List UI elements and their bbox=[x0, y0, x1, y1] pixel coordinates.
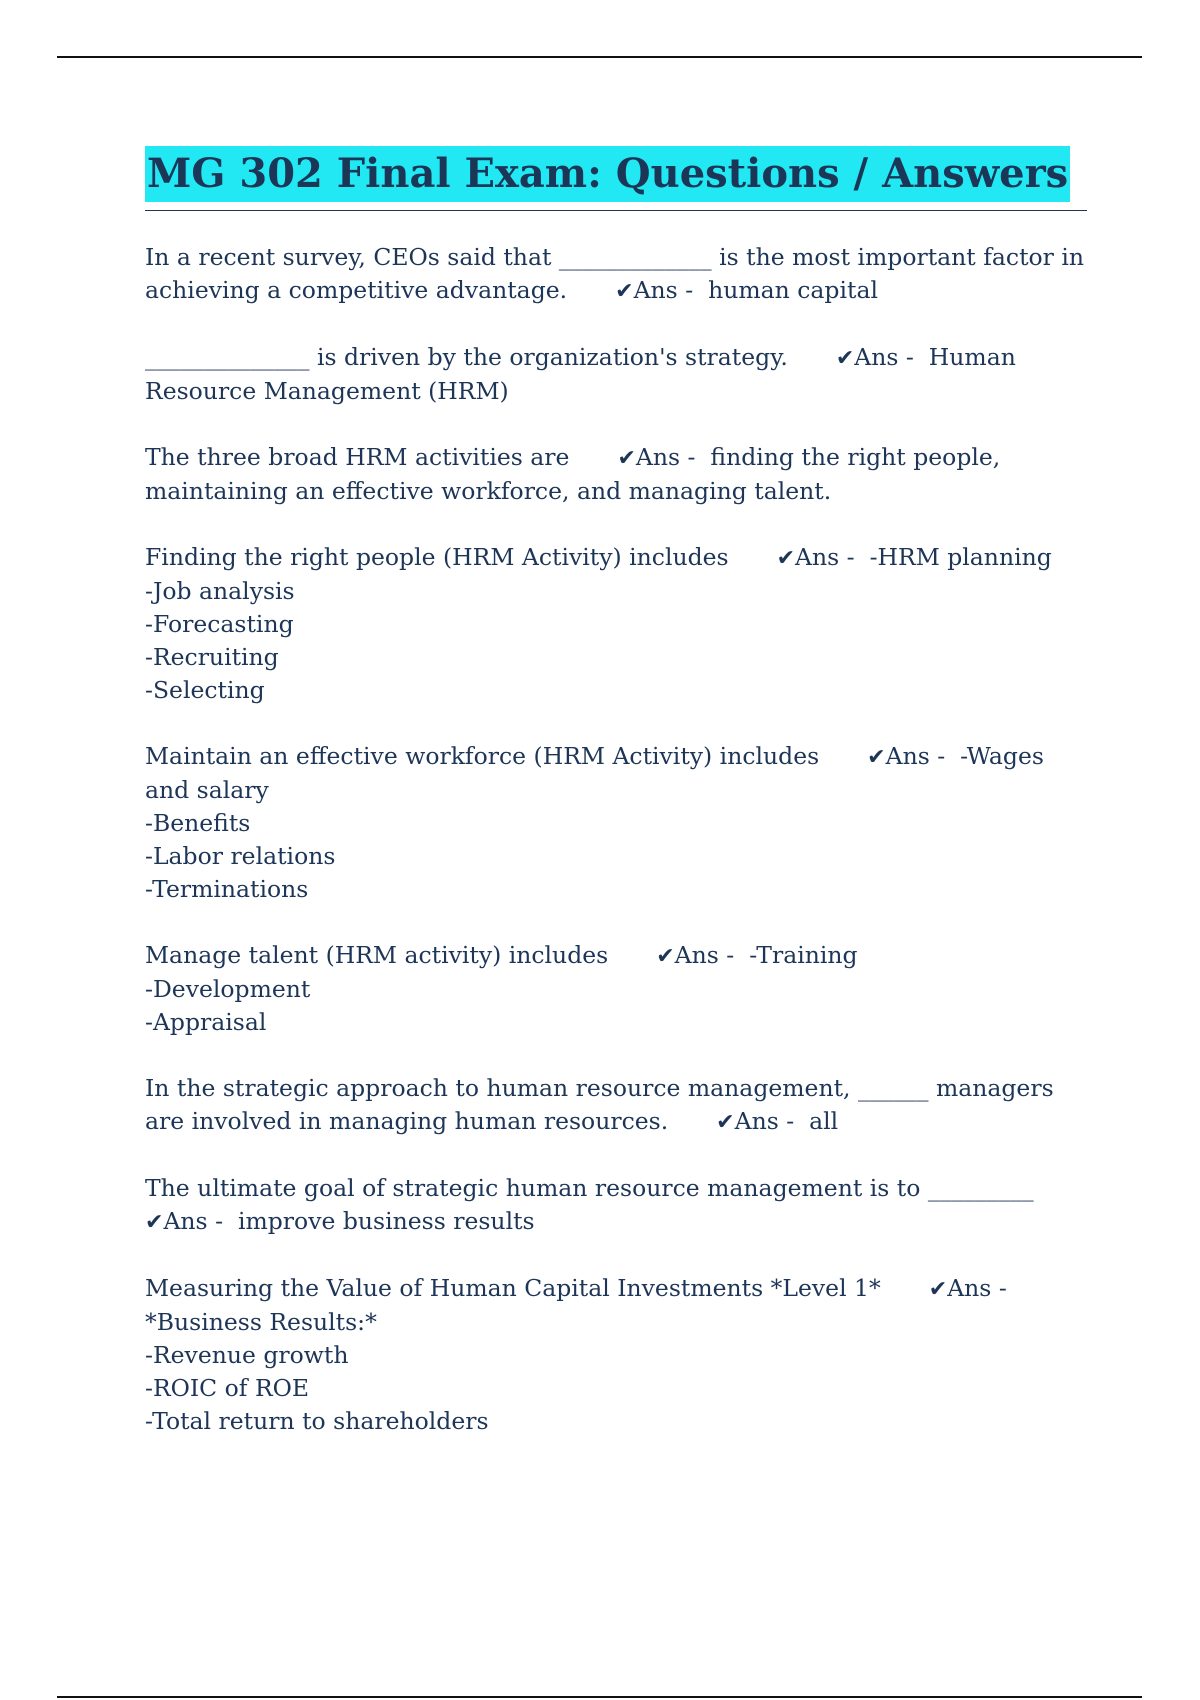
qa-item bbox=[145, 1072, 1090, 1139]
check-icon: ✔ bbox=[656, 944, 675, 969]
title-block bbox=[145, 146, 1087, 211]
answer-text: human capital bbox=[708, 276, 878, 304]
answer-label: Ans - bbox=[635, 443, 696, 471]
question-text: Maintain an effective workforce (HRM Activity) includes bbox=[145, 742, 820, 770]
answer-label: Ans - bbox=[674, 941, 735, 969]
bottom-rule bbox=[57, 1696, 1142, 1698]
qa-item bbox=[145, 740, 1090, 906]
check-icon: ✔ bbox=[776, 546, 796, 571]
question-text: Finding the right people (HRM Activity) includes bbox=[145, 543, 729, 571]
answer-text: Human Resource Management (HRM) bbox=[145, 343, 1024, 405]
document-title: MG 302 Final Exam: Questions / Answers bbox=[145, 146, 1070, 202]
document-body bbox=[145, 146, 1090, 1471]
check-icon: ✔ bbox=[617, 446, 636, 471]
qa-item bbox=[145, 939, 1090, 1039]
answer-text: improve business results bbox=[237, 1207, 535, 1235]
qa-item bbox=[145, 241, 1090, 308]
check-icon: ✔ bbox=[716, 1110, 735, 1135]
question-text: Manage talent (HRM activity) includes bbox=[145, 941, 609, 969]
question-text: The three broad HRM activities are bbox=[145, 443, 570, 471]
question-text: In a recent survey, CEOs said that _____________ is the most important factor in achieving a competitive advantage. bbox=[145, 243, 1092, 304]
qa-item bbox=[145, 1272, 1090, 1438]
answer-label: Ans - bbox=[885, 742, 946, 770]
question-text: Measuring the Value of Human Capital Investments *Level 1* bbox=[145, 1274, 881, 1302]
question-text: The ultimate goal of strategic human resource management is to _________ bbox=[145, 1174, 1034, 1202]
qa-item bbox=[145, 341, 1090, 408]
answer-label: Ans - bbox=[734, 1107, 795, 1135]
answer-label: Ans - bbox=[795, 543, 855, 571]
check-icon: ✔ bbox=[835, 346, 855, 371]
top-rule bbox=[57, 56, 1142, 58]
answer-text: all bbox=[809, 1107, 839, 1135]
answer-label: Ans - bbox=[947, 1274, 1007, 1302]
answer-text: -Training -Development -Appraisal bbox=[145, 941, 858, 1036]
check-icon: ✔ bbox=[145, 1210, 164, 1235]
answer-text: -HRM planning -Job analysis -Forecasting -Recruiting -Selecting bbox=[145, 543, 1052, 704]
qa-item bbox=[145, 441, 1090, 508]
qa-item bbox=[145, 1172, 1090, 1239]
qa-item bbox=[145, 541, 1090, 707]
question-text: ______________ is driven by the organization's strategy. bbox=[145, 343, 788, 371]
check-icon: ✔ bbox=[867, 745, 886, 770]
qa-list bbox=[145, 241, 1090, 1438]
question-text: In the strategic approach to human resource management, ______ managers are involved in managing human resources. bbox=[145, 1074, 1062, 1135]
answer-text: finding the right people, maintaining an effective workforce, and managing talent. bbox=[145, 443, 1008, 505]
check-icon: ✔ bbox=[928, 1277, 948, 1302]
answer-label: Ans - bbox=[854, 343, 914, 371]
check-icon: ✔ bbox=[615, 279, 634, 304]
answer-text: *Business Results:* -Revenue growth -ROIC of ROE -Total return to shareholders bbox=[145, 1308, 489, 1435]
answer-text: -Wages and salary -Benefits -Labor relations -Terminations bbox=[145, 742, 1044, 903]
answer-label: Ans - bbox=[633, 276, 694, 304]
answer-label: Ans - bbox=[163, 1207, 224, 1235]
